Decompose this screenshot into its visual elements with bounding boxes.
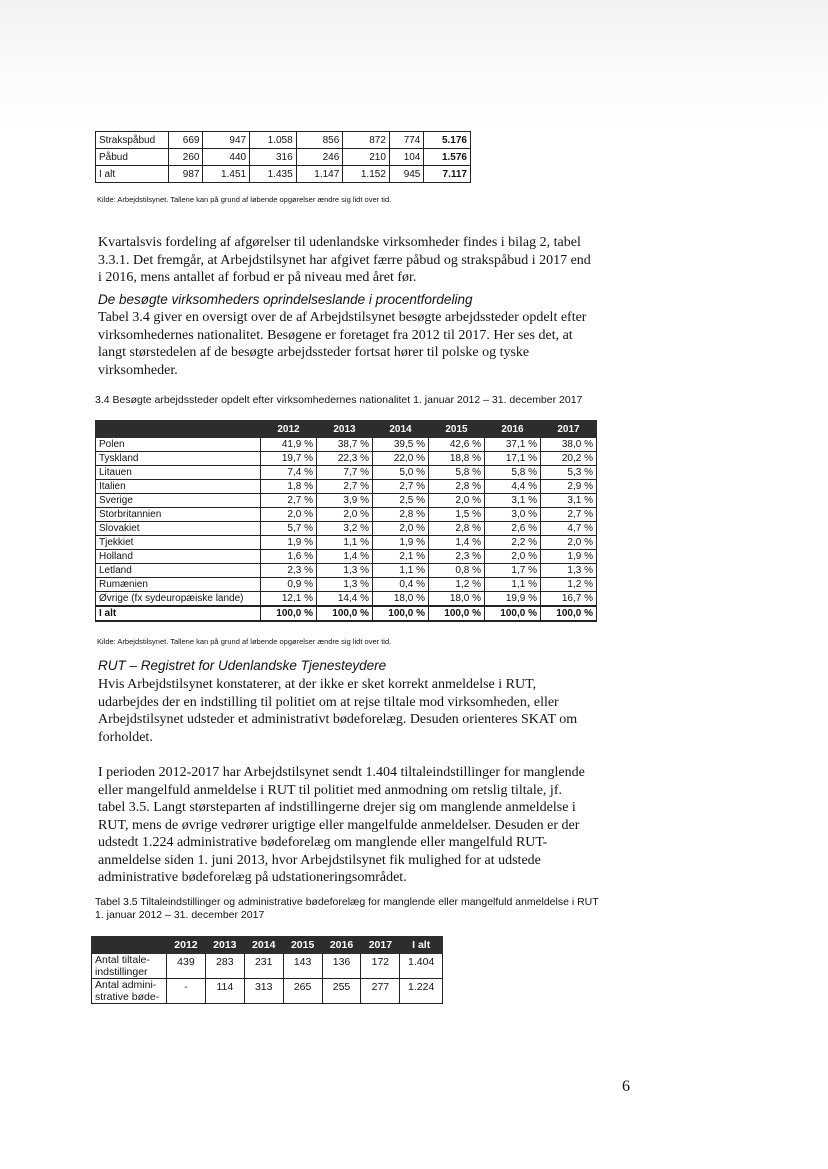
table-cell: 172 — [361, 954, 400, 979]
table-cell: 265 — [283, 979, 322, 1004]
table-cell: 5,7 % — [261, 522, 317, 536]
table-cell: 1.404 — [400, 954, 443, 979]
year-header: 2013 — [317, 421, 373, 438]
table-cell: 1,3 % — [317, 578, 373, 592]
table-cell: 2,9 % — [541, 480, 597, 494]
table-cell: 22,0 % — [373, 452, 429, 466]
table-row — [96, 592, 597, 607]
table-cell: 1.147 — [296, 166, 343, 183]
table-cell: 7,7 % — [317, 466, 373, 480]
table-cell: 1,7 % — [485, 564, 541, 578]
table-row — [96, 149, 471, 166]
table-cell: 2,1 % — [373, 550, 429, 564]
header-blank — [96, 421, 261, 438]
table-cell: 37,1 % — [485, 438, 541, 452]
table-cell: 1,1 % — [485, 578, 541, 592]
total-row — [96, 606, 597, 621]
table-cell: 0,4 % — [373, 578, 429, 592]
table-cell: 439 — [167, 954, 206, 979]
section-heading-rut: RUT – Registret for Udenlandske Tjenesteydere — [98, 658, 387, 673]
table-cell: 1,1 % — [317, 536, 373, 550]
table-cell: 1.224 — [400, 979, 443, 1004]
table-cell: 1,5 % — [429, 508, 485, 522]
table-cell: 18,8 % — [429, 452, 485, 466]
table-cell: 1,1 % — [373, 564, 429, 578]
table-cell: 18,0 % — [373, 592, 429, 607]
table-row — [96, 132, 471, 149]
total-cell: 1.576 — [424, 149, 471, 166]
total-cell: 5.176 — [424, 132, 471, 149]
table-cell: 2,7 % — [541, 508, 597, 522]
table-cell: 18,0 % — [429, 592, 485, 607]
table-row — [96, 508, 597, 522]
table-cell: 1,9 % — [373, 536, 429, 550]
year-header: 2016 — [322, 937, 361, 954]
paragraph-rut: Hvis Arbejdstilsynet konstaterer, at der ikke er sket korrekt anmeldelse i RUT, udarbejdes der en indstilling til politiet om at rejse tiltale mod virksomheden, eller Arbejdstilsynet udsteder et administrativt bødeforelæg. Desuden orienteres SKAT om forholdet. — [98, 677, 578, 745]
total-label: I alt — [96, 606, 261, 621]
table-cell: 19,9 % — [485, 592, 541, 607]
table-cell: 2,0 % — [261, 508, 317, 522]
table-cell: 3,9 % — [317, 494, 373, 508]
country-label: Sverige — [96, 494, 261, 508]
year-header: 2014 — [244, 937, 283, 954]
table-cell: 945 — [389, 166, 423, 183]
table-cell: 143 — [283, 954, 322, 979]
table-cell: 5,8 % — [485, 466, 541, 480]
table-cell: 2,5 % — [373, 494, 429, 508]
table-cell: 4,4 % — [485, 480, 541, 494]
table-cell: 2,0 % — [485, 550, 541, 564]
table-cell: 2,0 % — [429, 494, 485, 508]
table-cell: 1,9 % — [541, 550, 597, 564]
country-label: Holland — [96, 550, 261, 564]
table-cell: 210 — [343, 149, 390, 166]
table-cell: 2,7 % — [261, 494, 317, 508]
table-cell: 669 — [169, 132, 203, 149]
table-cell: 2,3 % — [429, 550, 485, 564]
table-cell: 2,0 % — [317, 508, 373, 522]
year-header: 2015 — [429, 421, 485, 438]
table-row — [96, 578, 597, 592]
table-cell: 1.152 — [343, 166, 390, 183]
row-label: Strakspåbud — [96, 132, 169, 149]
table-row — [96, 564, 597, 578]
table-cell: 38,0 % — [541, 438, 597, 452]
table-cell: 255 — [322, 979, 361, 1004]
country-label: Storbritannien — [96, 508, 261, 522]
table-cell: 2,0 % — [373, 522, 429, 536]
table-cell: 231 — [244, 954, 283, 979]
table-cell: 16,7 % — [541, 592, 597, 607]
total-cell: 100,0 % — [541, 606, 597, 621]
year-header: I alt — [400, 937, 443, 954]
header-blank — [92, 937, 167, 954]
table-cell: 1,4 % — [317, 550, 373, 564]
scan-shadow — [0, 0, 828, 130]
table2-caption: 3.4 Besøgte arbejdssteder opdelt efter virksomhedernes nationalitet 1. januar 2012 – 31. december 2017 — [95, 394, 583, 406]
table-cell: 114 — [205, 979, 244, 1004]
table-cell: 19,7 % — [261, 452, 317, 466]
table-cell: 1.435 — [250, 166, 297, 183]
table-cell: 38,7 % — [317, 438, 373, 452]
table-cell: 1.058 — [250, 132, 297, 149]
table-cell: 2,8 % — [429, 522, 485, 536]
year-header: 2012 — [261, 421, 317, 438]
table-cell: 1,3 % — [541, 564, 597, 578]
table-cell: 17,1 % — [485, 452, 541, 466]
total-cell: 100,0 % — [261, 606, 317, 621]
table-cell: - — [167, 979, 206, 1004]
table-row — [92, 979, 443, 1004]
table-row — [96, 438, 597, 452]
country-label: Letland — [96, 564, 261, 578]
table-cell: 947 — [203, 132, 250, 149]
table-cell: 277 — [361, 979, 400, 1004]
table-cell: 12,1 % — [261, 592, 317, 607]
table-cell: 2,7 % — [317, 480, 373, 494]
table-cell: 2,0 % — [541, 536, 597, 550]
table-cell: 316 — [250, 149, 297, 166]
table-cell: 7,4 % — [261, 466, 317, 480]
table-cell: 0,8 % — [429, 564, 485, 578]
table-cell: 1,9 % — [261, 536, 317, 550]
table-row — [96, 522, 597, 536]
table-cell: 260 — [169, 149, 203, 166]
table-cell: 0,9 % — [261, 578, 317, 592]
table-cell: 5,3 % — [541, 466, 597, 480]
total-cell: 7.117 — [424, 166, 471, 183]
table-cell: 1,2 % — [429, 578, 485, 592]
row-label: I alt — [96, 166, 169, 183]
table2-source: Kilde: Arbejdstilsynet. Tallene kan på grund af løbende opgørelser ændre sig lidt over tid. — [97, 637, 392, 646]
table-cell: 5,8 % — [429, 466, 485, 480]
row-label: Antal admini-strative bøde- — [92, 979, 167, 1004]
table-row — [96, 494, 597, 508]
row-label: Påbud — [96, 149, 169, 166]
table-cell: 1,3 % — [317, 564, 373, 578]
table-cell: 283 — [205, 954, 244, 979]
nationality-table — [95, 420, 597, 622]
country-label: Litauen — [96, 466, 261, 480]
table-cell: 20,2 % — [541, 452, 597, 466]
table-cell: 41,9 % — [261, 438, 317, 452]
table-cell: 3,2 % — [317, 522, 373, 536]
year-header: 2016 — [485, 421, 541, 438]
table-cell: 2,8 % — [429, 480, 485, 494]
decisions-table — [95, 131, 471, 183]
row-label: Antal tiltale-indstillinger — [92, 954, 167, 979]
table-cell: 42,6 % — [429, 438, 485, 452]
country-label: Øvrige (fx sydeuropæiske lande) — [96, 592, 261, 607]
table-cell: 1,8 % — [261, 480, 317, 494]
table-cell: 4,7 % — [541, 522, 597, 536]
table-cell: 1,2 % — [541, 578, 597, 592]
section-heading-origin: De besøgte virksomheders oprindelseslande i procentfordeling — [98, 292, 473, 307]
table-cell: 2,6 % — [485, 522, 541, 536]
year-header: 2017 — [541, 421, 597, 438]
table-cell: 2,7 % — [373, 480, 429, 494]
paragraph-origin: Tabel 3.4 giver en oversigt over de af Arbejdstilsynet besøgte arbejdssteder opdelt efter virksomhedernes nationalitet. Besøgene er foretaget fra 2012 til 2017. Her ses det, at langt størstedelen af de besøgte arbejdssteder fortsat hører til polske og tyske virksomheder. — [98, 310, 587, 378]
table-cell: 39,5 % — [373, 438, 429, 452]
year-header: 2013 — [205, 937, 244, 954]
page-number: 6 — [622, 1078, 630, 1095]
table-cell: 136 — [322, 954, 361, 979]
table-row — [96, 480, 597, 494]
table-cell: 3,1 % — [541, 494, 597, 508]
country-label: Polen — [96, 438, 261, 452]
table-cell: 246 — [296, 149, 343, 166]
table-cell: 774 — [389, 132, 423, 149]
country-label: Tyskland — [96, 452, 261, 466]
year-header: 2015 — [283, 937, 322, 954]
table-cell: 440 — [203, 149, 250, 166]
table-cell: 3,1 % — [485, 494, 541, 508]
table-cell: 22,3 % — [317, 452, 373, 466]
table-row — [96, 466, 597, 480]
country-label: Rumænien — [96, 578, 261, 592]
total-cell: 100,0 % — [373, 606, 429, 621]
table-cell: 5,0 % — [373, 466, 429, 480]
table-cell: 1,6 % — [261, 550, 317, 564]
table3-caption: Tabel 3.5 Tiltaleindstillinger og administrative bødeforelæg for manglende eller mangelfuld anmeldelse i RUT 1. januar 2012 – 31. december 2017 — [95, 896, 599, 921]
table-row — [96, 166, 471, 183]
table-cell: 14,4 % — [317, 592, 373, 607]
table-row — [96, 536, 597, 550]
table-cell: 987 — [169, 166, 203, 183]
table-cell: 1,4 % — [429, 536, 485, 550]
table-cell: 872 — [343, 132, 390, 149]
country-label: Tjekkiet — [96, 536, 261, 550]
table-cell: 104 — [389, 149, 423, 166]
table1-source: Kilde: Arbejdstilsynet. Tallene kan på grund af løbende opgørelser ændre sig lidt over tid. — [97, 195, 392, 204]
table-cell: 3,0 % — [485, 508, 541, 522]
year-header: 2014 — [373, 421, 429, 438]
country-label: Slovakiet — [96, 522, 261, 536]
rut-table — [91, 936, 443, 1004]
total-cell: 100,0 % — [429, 606, 485, 621]
table-row — [96, 452, 597, 466]
country-label: Italien — [96, 480, 261, 494]
total-cell: 100,0 % — [485, 606, 541, 621]
paragraph-quarterly: Kvartalsvis fordeling af afgørelser til udenlandske virksomheder findes i bilag 2, tabel 3.3.1. Det fremgår, at Arbejdstilsynet har afgivet færre påbud og strakspåbud i 2017 end i 2016, mens antallet af forbud er på niveau med året før. — [98, 235, 591, 285]
table-row — [96, 550, 597, 564]
total-cell: 100,0 % — [317, 606, 373, 621]
table-cell: 856 — [296, 132, 343, 149]
year-header: 2017 — [361, 937, 400, 954]
table-cell: 2,2 % — [485, 536, 541, 550]
table-cell: 313 — [244, 979, 283, 1004]
year-header: 2012 — [167, 937, 206, 954]
table-cell: 2,3 % — [261, 564, 317, 578]
table-row — [92, 954, 443, 979]
table-cell: 1.451 — [203, 166, 250, 183]
paragraph-period: I perioden 2012-2017 har Arbejdstilsynet sendt 1.404 tiltaleindstillinger for manglende eller mangelfuld anmeldelse i RUT til politiet med anmodning om retslig tiltale, jf. tabel 3.5. Langt størsteparten af indstillingerne drejer sig om manglende anmeldelse i RUT, mens de øvrige vedrører urigtige eller mangelfulde anmeldelser. Desuden er der udstedt 1.224 administrative bødeforelæg om manglende eller mangelfuld RUT-anmeldelse siden 1. juni 2013, hvor Arbejdstilsynet fik mulighed for at udstede administrative bødeforelæg på udstationeringsområdet. — [98, 765, 585, 885]
table-cell: 2,8 % — [373, 508, 429, 522]
